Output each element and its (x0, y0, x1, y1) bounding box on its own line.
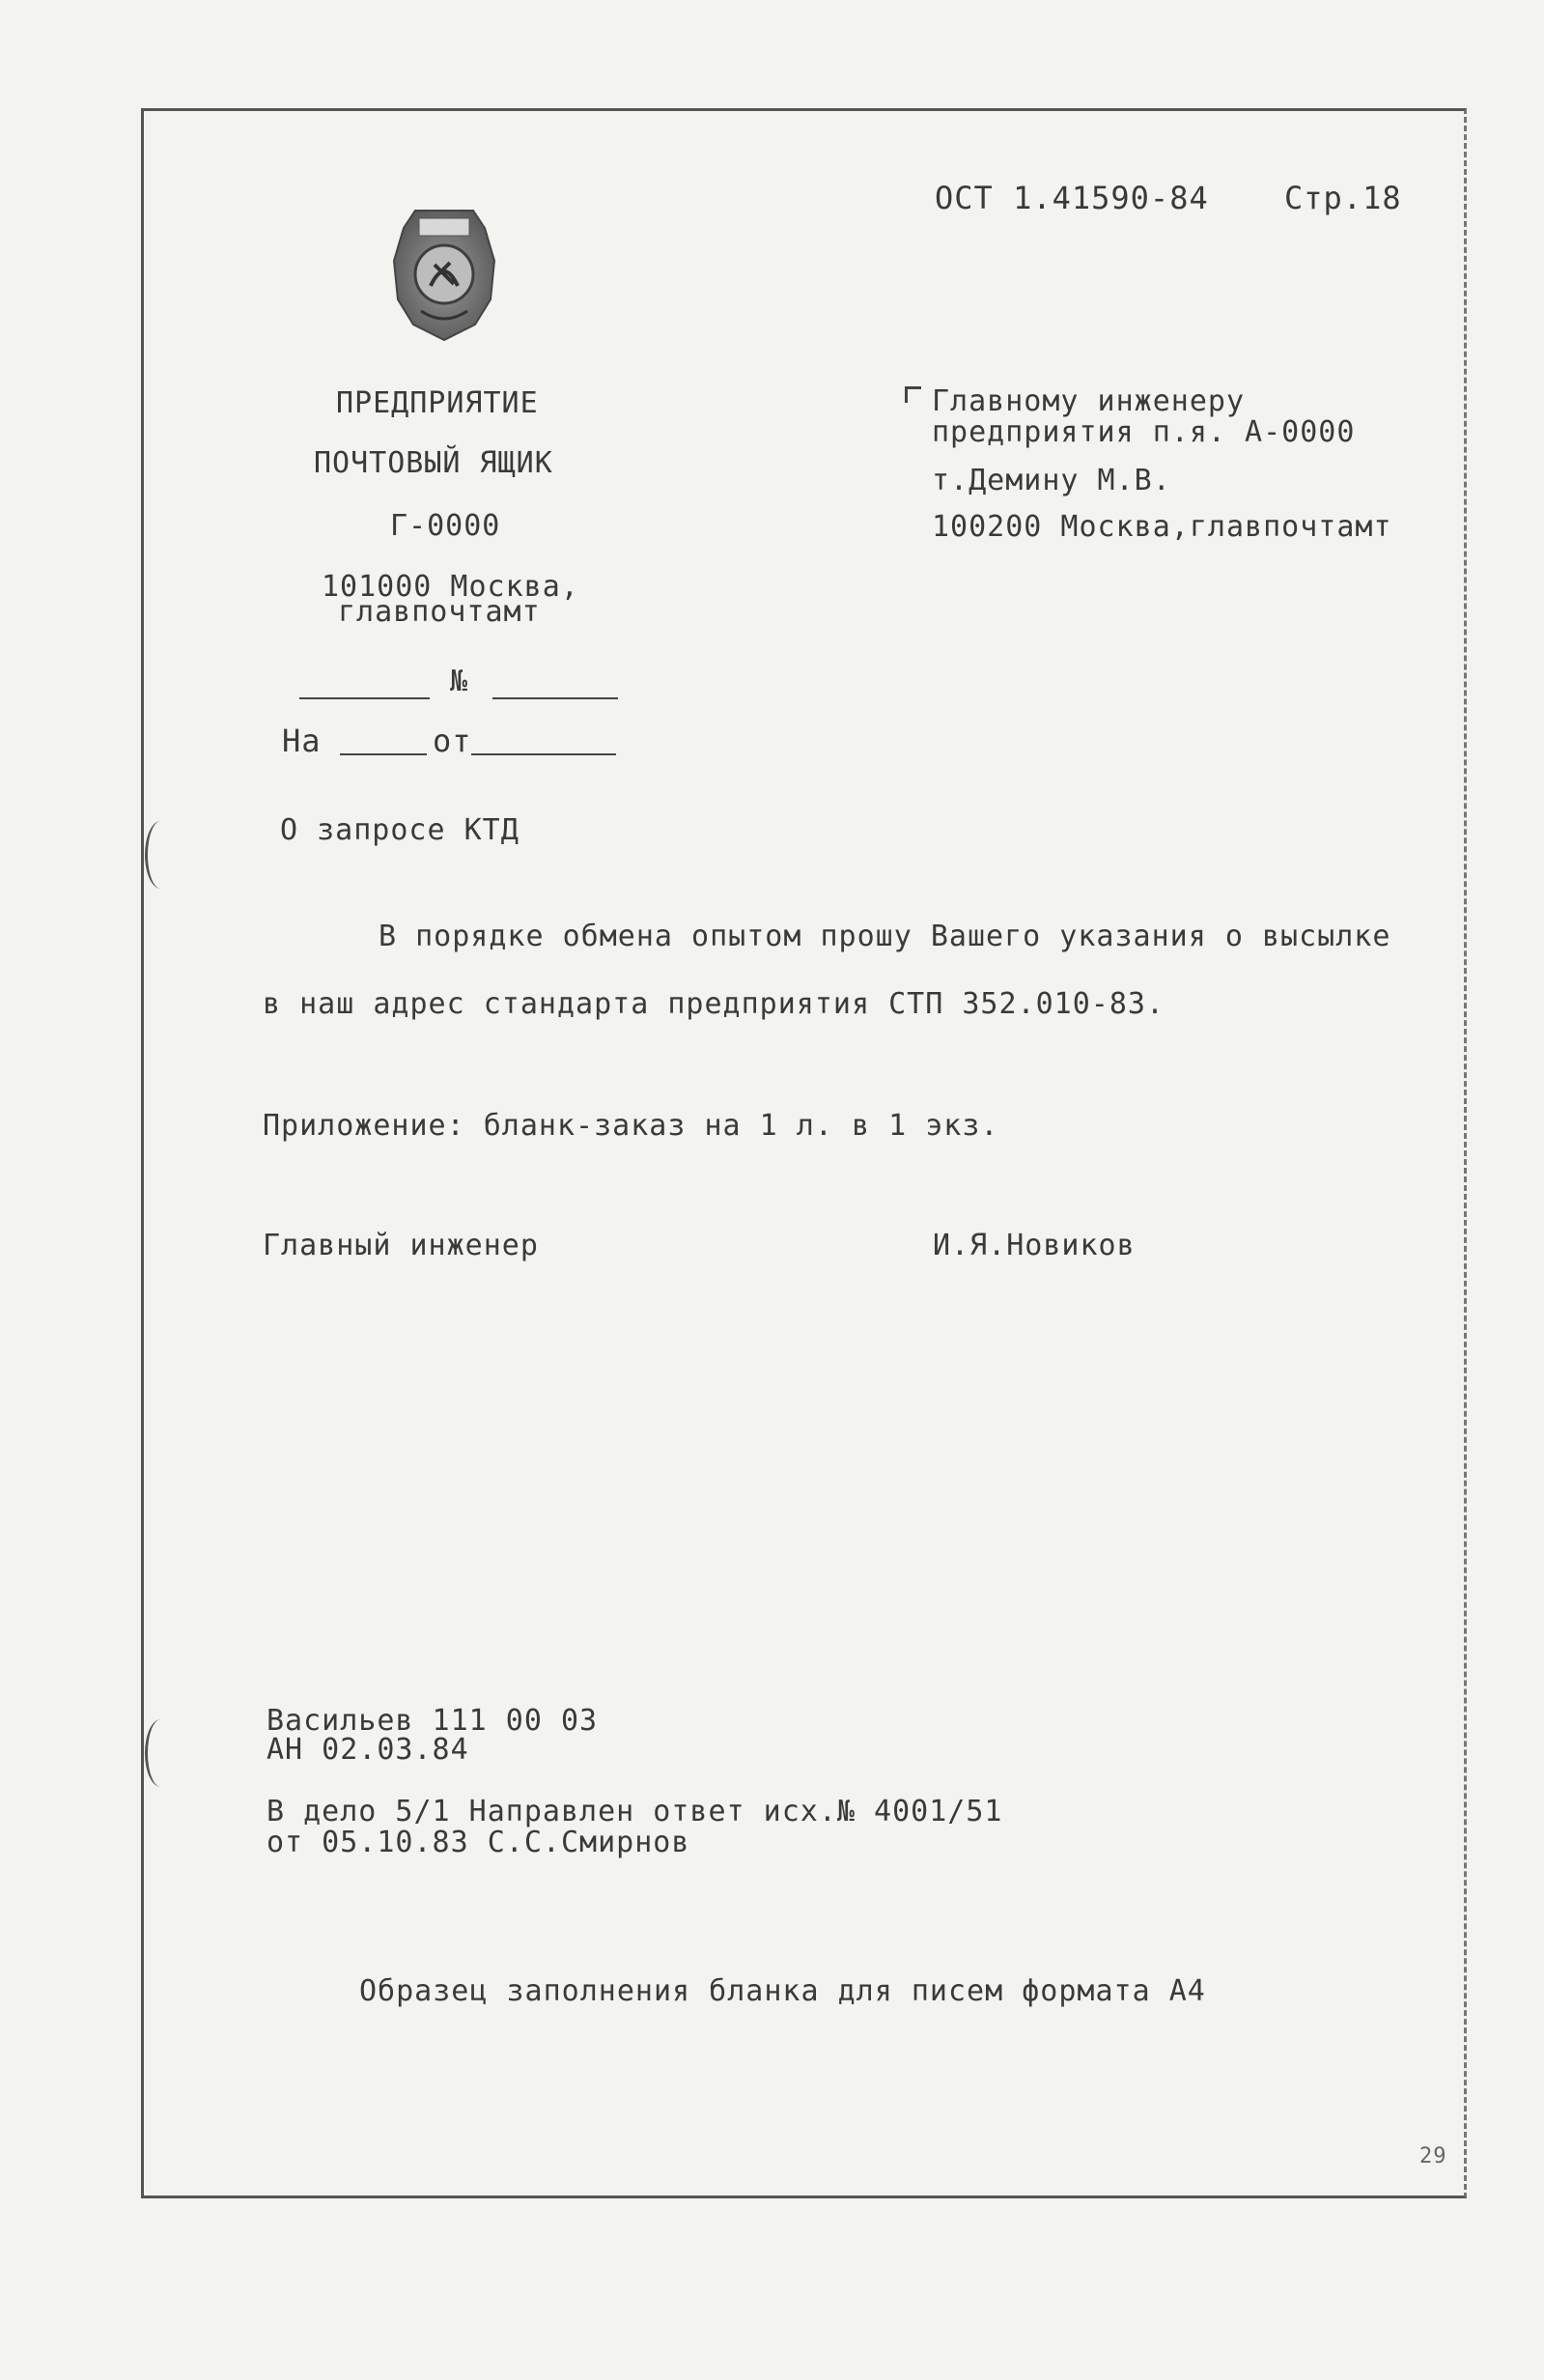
address-corner-mark (905, 386, 921, 403)
order-emblem-icon (386, 203, 502, 344)
binding-hole-mark (145, 1719, 177, 1787)
resolution-line-1: В дело 5/1 Направлен ответ исх.№ 4001/51 (267, 1795, 1003, 1828)
body-line-1: В порядке обмена опытом прошу Вашего указания о высылке (379, 920, 1391, 953)
on-label: На (282, 722, 322, 759)
reference-date-blank (471, 753, 616, 755)
recipient-line-3: т.Демину М.В. (932, 464, 1171, 497)
sender-line-4: 101000 Москва, (322, 570, 579, 604)
sender-line-3: Г-0000 (390, 509, 501, 543)
binding-hole-mark (145, 821, 177, 889)
signature-name: И.Я.Новиков (933, 1229, 1136, 1262)
sample-caption: Образец заполнения бланка для писем формата А4 (359, 1974, 1206, 2008)
outgoing-number-blank (299, 697, 430, 699)
number-sign: № (450, 665, 469, 698)
sender-line-5: главпочтамт (338, 595, 541, 629)
attachment-line: Приложение: бланк-заказ на 1 л. в 1 экз. (263, 1109, 999, 1143)
standard-number: ОСТ 1.41590-84 (935, 180, 1209, 216)
resolution-line-2: от 05.10.83 С.С.Смирнов (267, 1826, 690, 1859)
signature-position: Главный инженер (263, 1229, 539, 1262)
page-label: Стр.18 (1284, 180, 1402, 216)
from-label: от (433, 722, 472, 759)
outgoing-date-blank (492, 697, 618, 699)
recipient-line-4: 100200 Москва,главпочтамт (932, 510, 1392, 544)
page-number: 29 (1419, 2144, 1447, 2168)
body-line-2: в наш адрес стандарта предприятия СТП 352.010-83. (263, 987, 1165, 1021)
executor-line-1: Васильев 111 00 03 (267, 1704, 599, 1738)
sender-line-2: ПОЧТОВЫЙ ЯЩИК (314, 446, 553, 480)
reference-number-blank (340, 753, 427, 755)
subject-line: О запросе КТД (280, 813, 519, 847)
executor-line-2: АН 02.03.84 (267, 1733, 469, 1767)
recipient-line-2: предприятия п.я. А-0000 (932, 415, 1356, 449)
recipient-line-1: Главному инженеру (932, 384, 1246, 418)
sender-line-1: ПРЕДПРИЯТИЕ (336, 386, 539, 420)
